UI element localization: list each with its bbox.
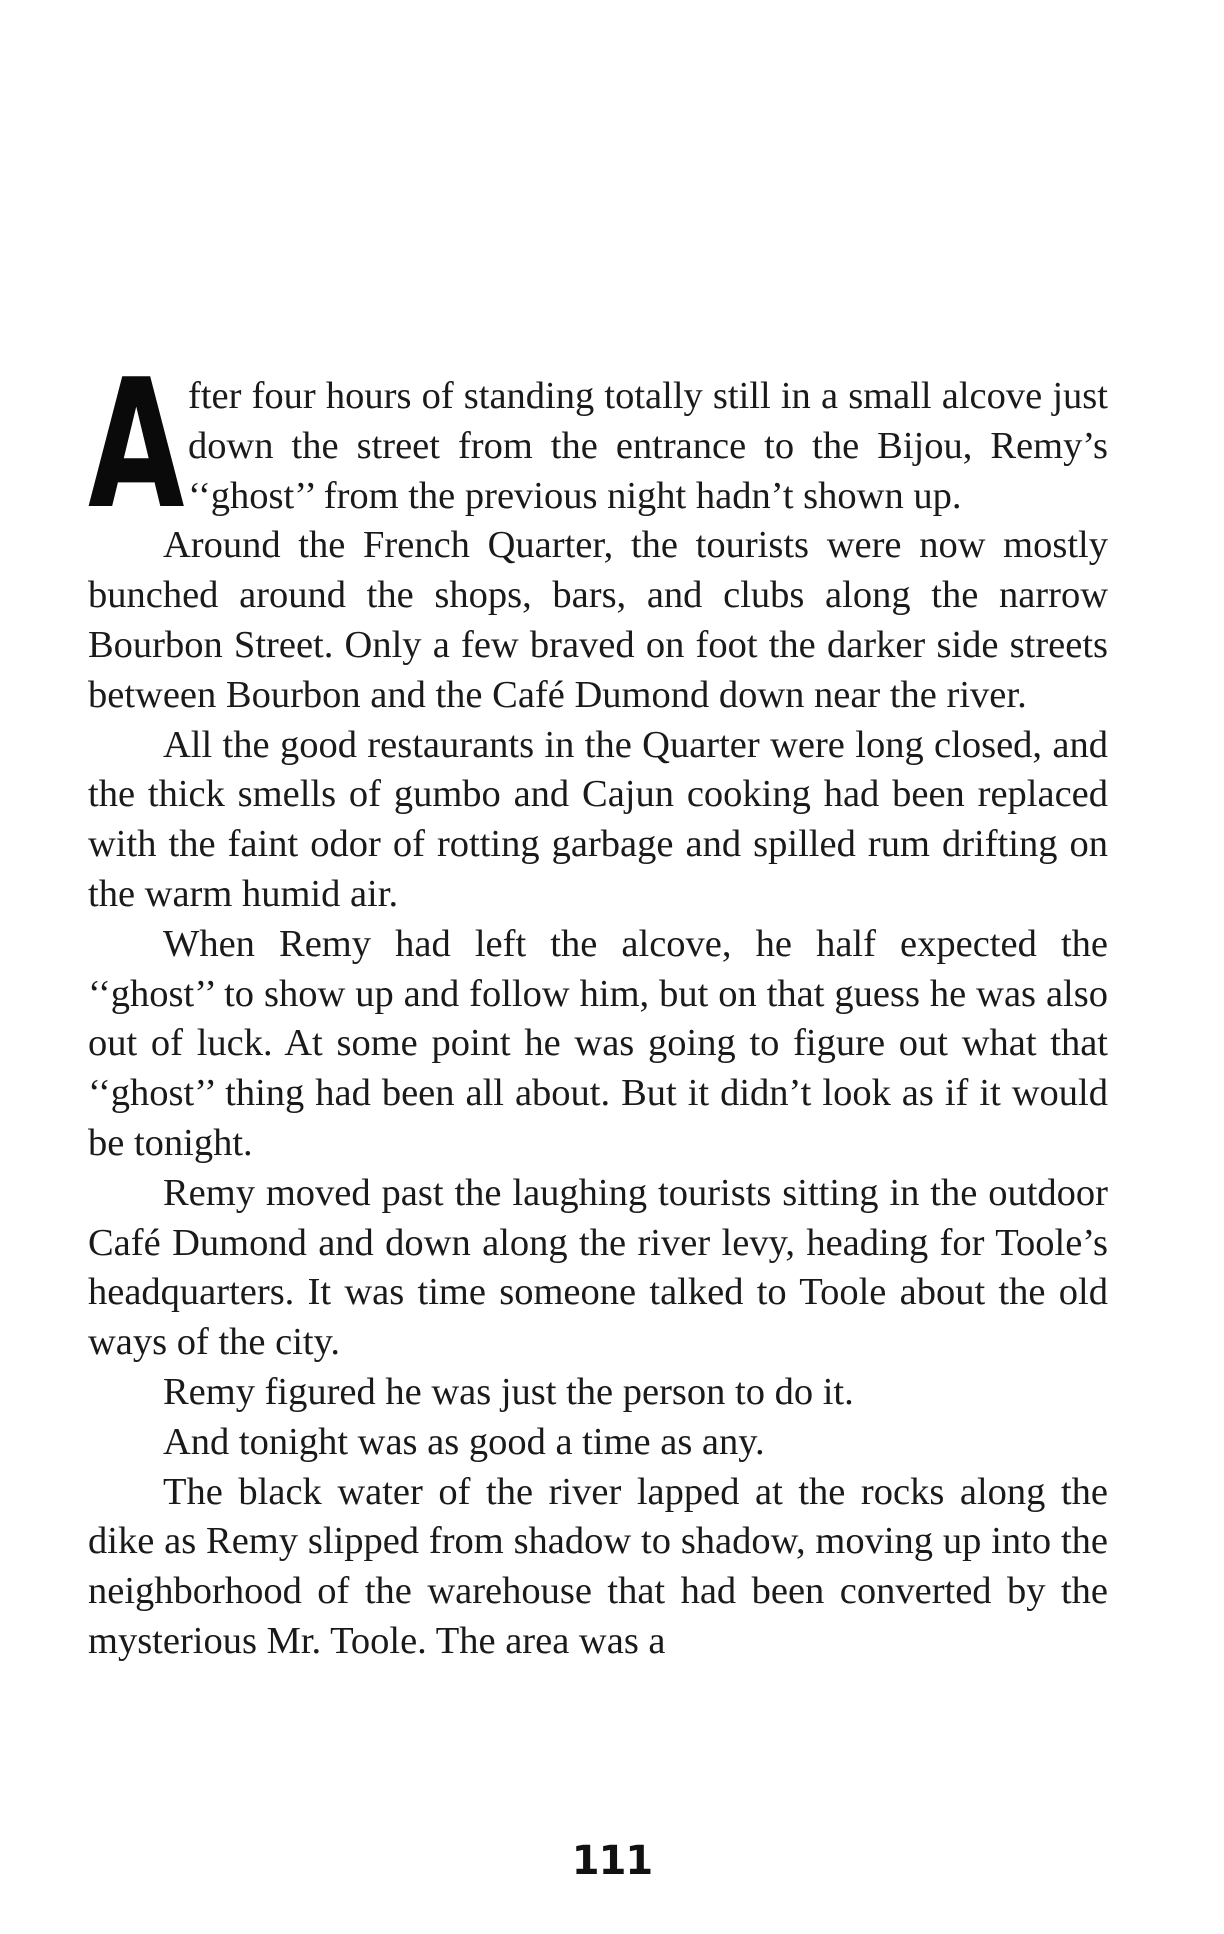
opening-paragraph bbox=[88, 341, 1108, 548]
paragraph: And tonight was as good a time as any. bbox=[163, 1420, 765, 1463]
paragraph: Remy figured he was just the person to do it. bbox=[163, 1370, 854, 1413]
paragraph: The black water of the river lapped at the rocks along the dike as Remy slipped from shadow to shadow, moving up into the neighborhood of the warehouse that had been converted by the mysterious Mr. Toole. The area was a bbox=[88, 1470, 1108, 1662]
page-number: 111 bbox=[571, 1838, 653, 1884]
paragraph: All the good restaurants in the Quarter were long closed, and the thick smells of gumbo and Cajun cooking had been replaced with the faint odor of rotting garbage and spilled rum drifting on the warm humid air. bbox=[88, 723, 1108, 915]
paragraph: Around the French Quarter, the tourists were now mostly bunched around the shops, bars, and clubs along the narrow Bourbon Street. Only a few braved on foot the darker side streets between Bourbon and the Café Dumond down near the river. bbox=[88, 524, 1108, 716]
opening-paragraph-text: fter four hours of standing totally still in a small alcove just down the street from the entrance to the Bijou, Remy’s ‘‘ghost’’ from the previous night hadn’t shown up. bbox=[188, 375, 1108, 517]
drop-cap: A bbox=[88, 341, 182, 548]
body-text bbox=[88, 341, 1108, 1667]
paragraph: When Remy had left the alcove, he half expected the ‘‘ghost’’ to show up and follow him, but on that guess he was also out of luck. At some point he was going to figure out what that ‘‘ghost’’ thing had been all about. But it didn’t look as if it would be tonight. bbox=[88, 922, 1108, 1164]
paragraph: Remy moved past the laughing tourists sitting in the outdoor Café Dumond and down along the river levy, heading for Toole’s headquarters. It was time someone talked to Toole about the old ways of the city. bbox=[88, 1171, 1108, 1364]
